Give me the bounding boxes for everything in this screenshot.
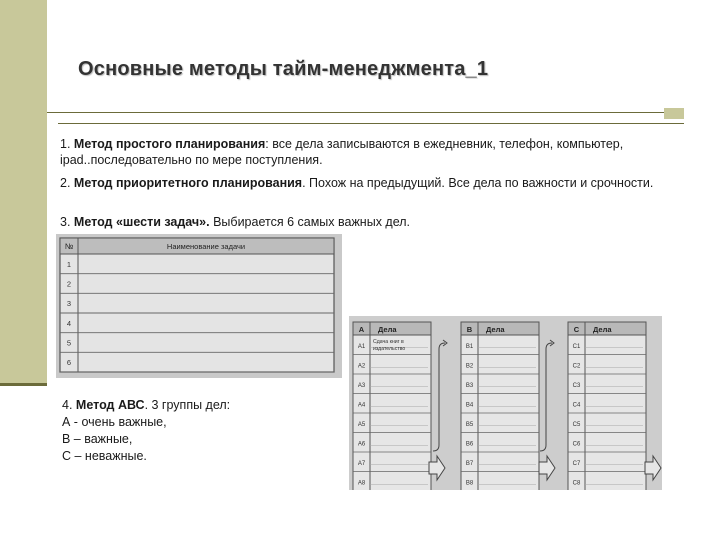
abc-row-code: A4 — [357, 402, 366, 409]
method-4-line-c: С – неважные. — [62, 449, 147, 463]
abc-row-code: B8 — [465, 480, 474, 487]
decorative-sidebar — [0, 0, 47, 383]
abc-transfer-arrow — [539, 456, 555, 480]
six-tasks-header-no: № — [64, 242, 74, 251]
method-4-heading — [62, 397, 322, 414]
method-1-name: Метод простого планирования — [73, 137, 266, 151]
method-3-number: 3. — [60, 215, 71, 229]
title-divider — [47, 112, 664, 113]
six-tasks-row-number: 5 — [66, 338, 72, 348]
abc-row-code: B2 — [465, 363, 474, 370]
method-1-paragraph — [60, 136, 680, 168]
six-tasks-table-image — [56, 234, 342, 378]
abc-row-code: A3 — [357, 382, 366, 389]
abc-row-code: C6 — [572, 441, 581, 448]
abc-group-header-label: Дела — [486, 325, 505, 334]
abc-transfer-arrow — [645, 456, 661, 480]
abc-row-code: A7 — [357, 460, 366, 467]
abc-row-code: A6 — [357, 441, 366, 448]
method-4-line-b: В – важные, — [62, 432, 133, 446]
abc-row-code: C7 — [572, 460, 581, 467]
abc-row-code: A5 — [357, 421, 366, 428]
abc-groups — [353, 322, 661, 490]
method-2-paragraph — [60, 175, 680, 191]
method-4-name: Метод АВС — [75, 398, 145, 412]
abc-row-code: C2 — [572, 363, 581, 370]
method-3-paragraph — [60, 214, 680, 230]
abc-row-code: C1 — [572, 343, 581, 350]
six-tasks-row-number: 3 — [66, 299, 72, 309]
abc-first-entry-line-1: Сдача книг в — [373, 339, 404, 345]
abc-row-code: C5 — [572, 421, 581, 428]
abc-group-header-label: Дела — [378, 325, 397, 334]
six-tasks-header-task: Наименование задачи — [166, 242, 246, 251]
abc-row-code: C4 — [572, 402, 581, 409]
divider-accent-block — [664, 108, 684, 119]
sidebar-rule — [0, 383, 47, 386]
abc-table-image — [349, 316, 662, 490]
method-3-name: Метод «шести задач». — [73, 215, 210, 229]
abc-group-letter: B — [466, 325, 473, 334]
method-4-paragraph — [62, 397, 322, 465]
abc-row-code: B7 — [465, 460, 474, 467]
six-tasks-row-number: 2 — [66, 279, 72, 289]
method-1-number: 1. — [60, 137, 71, 151]
six-tasks-table — [56, 234, 342, 378]
abc-row-code: B3 — [465, 382, 474, 389]
abc-row-code: B1 — [465, 343, 474, 350]
abc-row-code: A8 — [357, 480, 366, 487]
abc-row-code: B4 — [465, 402, 474, 409]
method-4-line-a: А - очень важные, — [62, 415, 167, 429]
method-2-text: . Похож на предыдущий. Все дела по важности и срочности. — [302, 176, 654, 190]
method-2-number: 2. — [60, 176, 71, 190]
method-1-text: : все дела записываются в ежедневник, телефон, компьютер, ipad..последовательно по мере поступления. — [60, 137, 624, 167]
content-divider — [58, 123, 684, 124]
abc-flow-connector — [540, 343, 552, 451]
method-4-text: . 3 группы дел: — [144, 398, 231, 412]
six-tasks-row-number: 1 — [66, 259, 72, 269]
six-tasks-row-number: 6 — [66, 358, 72, 368]
abc-group-letter: C — [573, 325, 580, 334]
method-4-number: 4. — [62, 398, 73, 412]
method-3-text: Выбирается 6 самых важных дел. — [209, 215, 411, 229]
abc-table — [349, 316, 662, 490]
method-2-name: Метод приоритетного планирования — [73, 176, 303, 190]
abc-flow-connector — [433, 343, 445, 451]
abc-row-code: C3 — [572, 382, 581, 389]
abc-group-header-label: Дела — [593, 325, 612, 334]
abc-row-code: B6 — [465, 441, 474, 448]
abc-row-code: A1 — [357, 343, 366, 350]
abc-first-entry-line-2: издательство — [373, 346, 406, 352]
slide-title: Основные методы тайм-менеджмента_1 — [78, 58, 489, 80]
abc-row-code: C8 — [572, 480, 581, 487]
abc-row-code: B5 — [465, 421, 474, 428]
abc-group-letter: A — [358, 325, 365, 334]
six-tasks-row-number: 4 — [66, 318, 72, 328]
abc-row-code: A2 — [357, 363, 366, 370]
